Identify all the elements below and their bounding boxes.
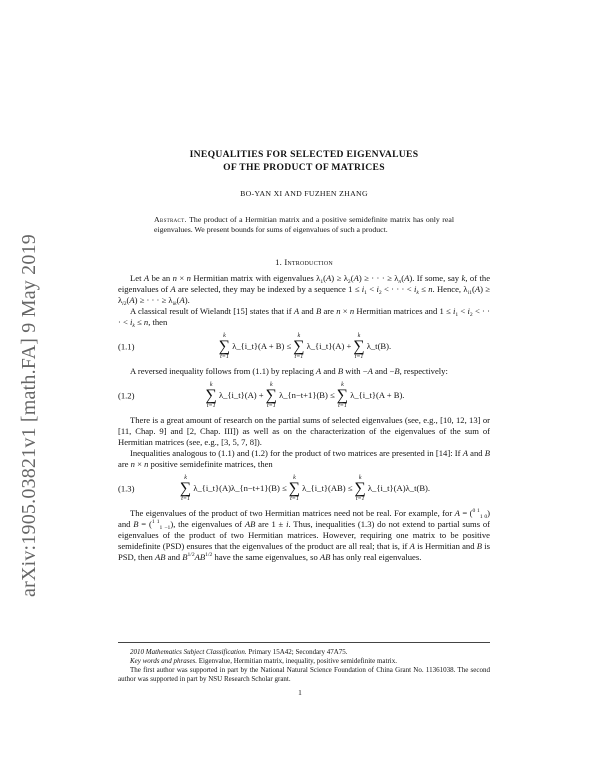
summation-symbol: k ∑ t=1 (265, 381, 278, 409)
authors: BO-YAN XI AND FUZHEN ZHANG (240, 189, 368, 198)
footnote-funding: The first author was supported in part by the National Natural Science Foundation of China Grant No. 11361038. The second author was supported in part by NSU Research Scholar grant. (118, 666, 490, 683)
abstract-text: The product of a Hermitian matrix and a positive semidefinite matrix has only real eigenvalues. We present bounds for sums of eigenvalues of such a product. (154, 215, 454, 234)
equation-1-3 (118, 473, 490, 505)
arxiv-id: arXiv:1905.03821v1 [math.FA] 9 May 2019 (17, 233, 40, 597)
equation-1-1 (118, 331, 490, 363)
summation-symbol: k ∑ t=1 (293, 332, 305, 360)
equation-term: λ_{i_t}(A) + (306, 341, 352, 352)
paper-title (118, 148, 490, 174)
summation-symbol: k ∑ t=1 (353, 332, 365, 360)
paragraph-5: Inequalities analogous to (1.1) and (1.2) for the product of two matrices are presented in [14]: If A and B are n × n positive semidefinite matrices, then (118, 447, 490, 469)
summation-symbol: k ∑ t=1 (205, 381, 217, 409)
equation-term: λ_{i_t}(A)λ_{n−t+1}(B) ≤ (193, 483, 287, 494)
equation-1-2 (118, 380, 490, 412)
summation-symbol: k ∑ t=1 (218, 332, 231, 360)
paragraph-6: The eigenvalues of the product of two Hermitian matrices need not be real. For example, for A = ($^{0 1}_{1 0}$) and B = ($^{1 1}_{1 -1}$), the eigenvalues of AB are 1 ± i. Thus, inequalities (1.3) do not extend to partial sums of eigenvalues of the product of two Hermitian matrices. However, requiring one matrix to be positive semidefinite (PSD) ensures that the eigenvalues of the product are all real; that is, if A is Hermitian and B is PSD, then AB and $B^{1/2}AB^{1/2}$ have the same eigenvalues, so AB has only real eigenvalues. (118, 507, 491, 562)
title-line-2: OF THE PRODUCT OF MATRICES (223, 162, 385, 173)
paragraph-3: A reversed inequality follows from (1.1) by replacing A and B with −A and −B, respectively: (130, 365, 448, 376)
abstract (154, 215, 454, 235)
equation-number: (1.2) (118, 390, 135, 401)
equation-term: λ_t(B). (366, 341, 392, 352)
summation-symbol: k ∑ t=1 (288, 474, 301, 502)
footnote-keywords: Key words and phrases. Eigenvalue, Hermitian matrix, inequality, positive semidefinite matrix. (130, 657, 397, 665)
abstract-label: Abstract. (154, 215, 187, 224)
paragraph-2: A classical result of Wielandt [15] states that if A and B are n × n Hermitian matrices and $1 \le i_1 < i_2$ < · · · < $i_k \le n$, then (118, 305, 490, 329)
equation-term: λ_{n−t+1}(B) ≤ (279, 390, 335, 401)
equation-term: λ_{i_t}(A) + (218, 390, 264, 401)
page-number: 1 (298, 688, 302, 697)
equation-number: (1.1) (118, 341, 135, 352)
title-line-1: INEQUALITIES FOR SELECTED EIGENVALUES (189, 149, 419, 160)
equation-term: λ_{i_t}(A + B). (350, 390, 405, 401)
section-title: Introduction (284, 256, 333, 267)
equation-term: λ_{i_t}(A)λ_t(B). (367, 483, 431, 494)
summation-symbol: k ∑ t=1 (354, 474, 366, 502)
section-heading (118, 257, 490, 268)
paragraph-4: There is a great amount of research on the partial sums of selected eigenvalues (see, e.g., [10, 12, 13] or [11, Chap. 9] and [2, Chap. III]) as well as on the characterization of the eigenvalues of the sum of Hermitian matrices (see, e.g., [3, 5, 7, 8]). (118, 414, 490, 447)
equation-term: λ_{i_t}(AB) ≤ (302, 483, 353, 494)
equation-term: λ_{i_t}(A + B) ≤ (232, 341, 292, 352)
summation-symbol: k ∑ t=1 (336, 381, 349, 409)
footnotes (118, 642, 490, 684)
summation-symbol: k ∑ t=1 (179, 474, 192, 502)
footnote-msc: 2010 Mathematics Subject Classification. Primary 15A42; Secondary 47A75. (130, 648, 348, 656)
equation-number: (1.3) (118, 483, 135, 494)
paragraph-1: Let A be an n × n Hermitian matrix with eigenvalues $\lambda_1(A) \ge \lambda_2(A)$ ≥ · · · ≥ $\lambda_n(A)$. If some, say k, of the eigenvalues of A are selected, they may be indexed by a sequence $1 \le i_1 < i_2$ < · · · < $i_k \le n$. Hence, $\lambda_{i1}(A) \ge \lambda_{i2}(A)$ ≥ · · · ≥ $\lambda_{ik}(A)$. (118, 272, 491, 307)
arxiv-sidebar-stamp (14, 170, 44, 660)
section-number: 1. (275, 256, 282, 267)
paper-page (118, 148, 490, 563)
